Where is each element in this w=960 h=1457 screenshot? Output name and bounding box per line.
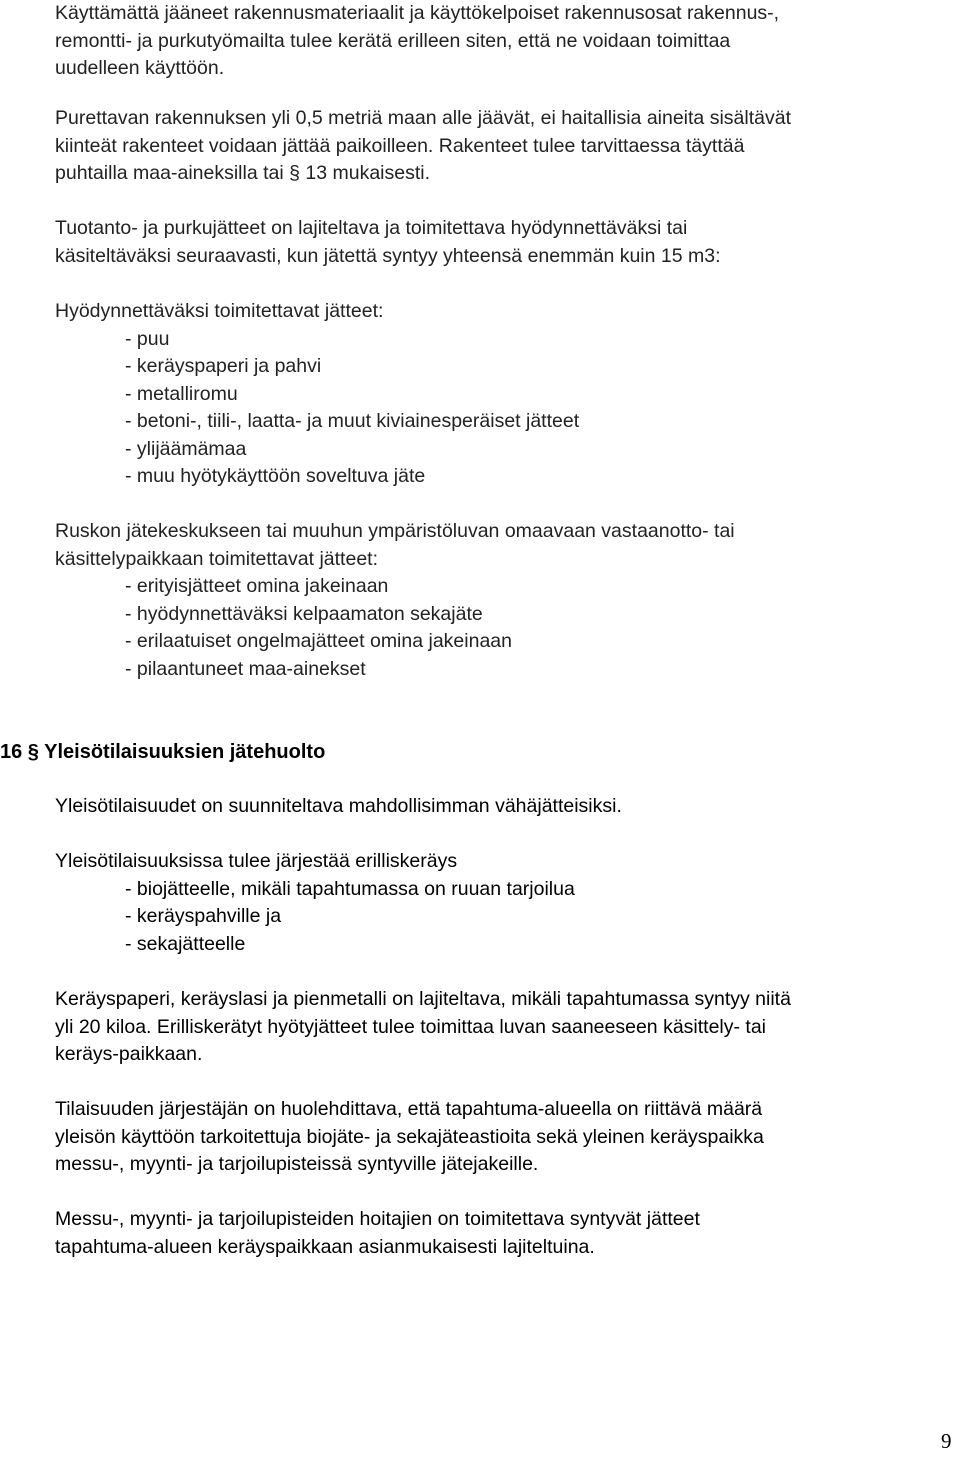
paragraph-organizer [55,1096,955,1179]
section-heading: 16 § Yleisötilaisuuksien jätehuolto [0,741,326,763]
text-line: Tuotanto- ja purkujätteet on lajiteltava ja toimitettava hyödynnettäväksi tai [55,217,688,239]
list-item: - muu hyötykäyttöön soveltuva jäte [125,465,426,487]
text-line: messu-, myynti- ja tarjoilupisteissä syntyville jätejakeille. [55,1153,539,1175]
text-line: tapahtuma-alueen keräyspaikkaan asianmukaisesti lajiteltuina. [55,1235,595,1258]
list-item: - biojätteelle, mikäli tapahtumassa on ruuan tarjoilua [125,877,575,900]
text-line: Käyttämättä jääneet rakennusmateriaalit ja käyttökelpoiset rakennusosat rakennus-, [55,2,780,24]
list-title: käsittelypaikkaan toimitettavat jätteet: [55,547,378,570]
paragraph-sorting [55,215,955,270]
text-line: kiinteät rakenteet voidaan jättää paikoilleen. Rakenteet tulee tarvittaessa täyttää [55,134,745,157]
paragraph-vendors [55,1206,955,1261]
list-item: - erityisjätteet omina jakeinaan [125,575,389,597]
list-title: Hyödynnettäväksi toimitettavat jätteet: [55,300,384,322]
list-item: - betoni-, tiili-, laatta- ja muut kiviainesperäiset jätteet [125,410,580,432]
paragraph-events [55,793,955,821]
text-line: Purettavan rakennuksen yli 0,5 metriä maan alle jäävät, ei haitallisia aineita sisältävät [55,107,791,129]
text-line: käsiteltäväksi seuraavasti, kun jätettä syntyy yhteensä enemmän kuin 15 m3: [55,244,721,267]
text-line: Messu-, myynti- ja tarjoilupisteiden hoitajien on toimitettava syntyvät jätteet [55,1208,700,1230]
list-waste-center [55,518,955,683]
text-line: Tilaisuuden järjestäjän on huolehdittava, että tapahtuma-alueella on riittävä määrä [55,1098,763,1120]
list-item: - sekajätteelle [125,932,246,955]
list-item: - metalliromu [125,382,238,405]
text-line: yleisön käyttöön tarkoitettuja biojäte- ja sekajäteastioita sekä yleinen keräyspaikka [55,1125,764,1148]
list-item: - hyödynnettäväksi kelpaamaton sekajäte [125,602,483,625]
paragraph-paper-glass [55,986,955,1069]
text-line: uudelleen käyttöön. [55,57,225,79]
paragraph-reuse [55,0,955,83]
list-item: - puu [125,327,170,350]
list-title: Ruskon jätekeskukseen tai muuhun ympäristöluvan omaavaan vastaanotto- tai [55,520,735,542]
list-event-collection [55,848,955,958]
page-number: 9 [941,1429,952,1453]
list-item: - ylijäämämaa [125,437,247,460]
list-item: - pilaantuneet maa-ainekset [125,657,366,680]
text-line: puhtailla maa-aineksilla tai § 13 mukaisesti. [55,162,431,184]
text-line: remontti- ja purkutyömailta tulee kerätä erilleen siten, että ne voidaan toimittaa [55,29,731,52]
paragraph-demolition [55,105,955,188]
list-title: Yleisötilaisuuksissa tulee järjestää erilliskeräys [55,850,458,872]
list-recyclable [55,298,955,491]
list-item: - keräyspahville ja [125,905,282,927]
text-line: yli 20 kiloa. Erilliskerätyt hyötyjätteet tulee toimittaa luvan saaneeseen käsittely- tai [55,1015,767,1038]
text-line: keräys-paikkaan. [55,1043,203,1065]
list-item: - keräyspaperi ja pahvi [125,355,322,377]
text-line: Yleisötilaisuudet on suunniteltava mahdollisimman vähäjätteisiksi. [55,795,622,817]
text-line: Keräyspaperi, keräyslasi ja pienmetalli on lajiteltava, mikäli tapahtumassa syntyy niitä [55,988,791,1010]
list-item: - erilaatuiset ongelmajätteet omina jakeinaan [125,630,512,652]
